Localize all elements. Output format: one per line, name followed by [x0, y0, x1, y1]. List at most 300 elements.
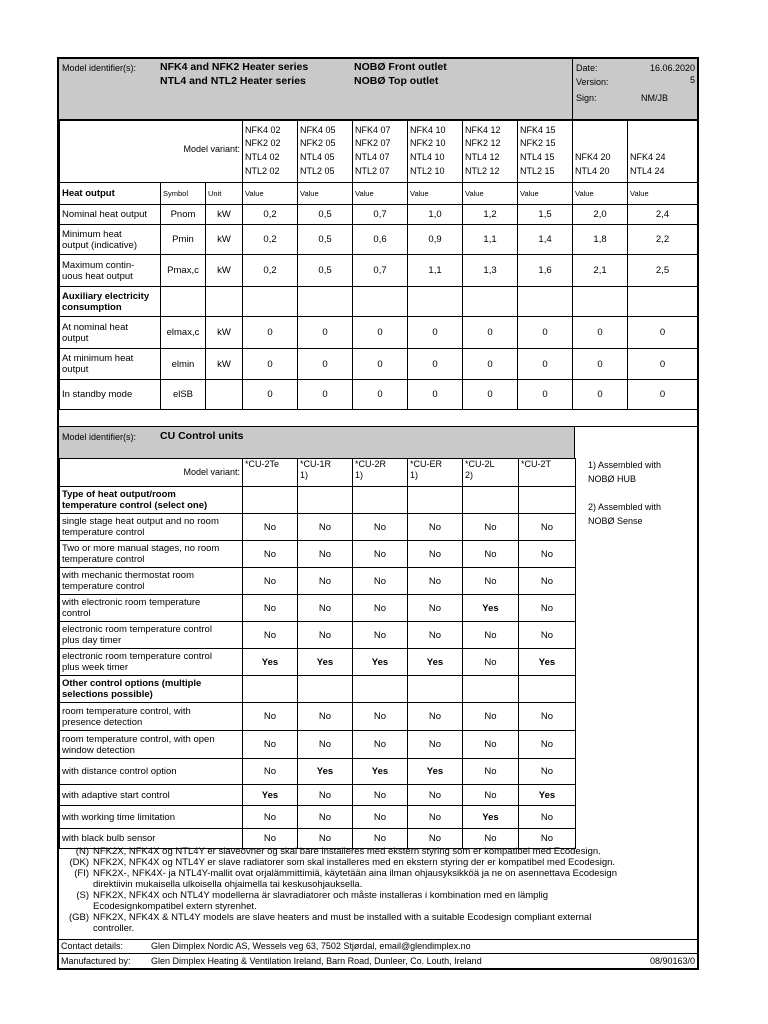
value-cell: 0 — [408, 317, 463, 349]
value-cell: 0,9 — [408, 225, 463, 255]
value-cell: 0 — [243, 317, 298, 349]
row-label-line: output (indicative) — [62, 239, 137, 251]
value-cell: No — [353, 622, 408, 649]
contact-value: Glen Dimplex Nordic AS, Wessels veg 63, 7502 Stjørdal, email@glendimplex.no — [151, 941, 471, 951]
variant-col — [463, 121, 518, 183]
value-cell: 0,5 — [298, 225, 353, 255]
symbol-cell: Pnom — [161, 205, 206, 225]
value-cell: 0 — [463, 349, 518, 380]
value-cell: 0 — [463, 317, 518, 349]
datasheet — [57, 57, 699, 970]
value-cell: No — [463, 568, 519, 595]
value-cell: No — [519, 703, 576, 731]
value-cell: No — [243, 541, 298, 568]
row-label-line: with working time limitation — [62, 811, 175, 823]
value-cell: No — [298, 514, 353, 541]
variant-line: NTL2 12 — [465, 166, 500, 176]
note-line: controller. — [93, 923, 135, 934]
variant-line: NTL2 15 — [520, 166, 555, 176]
value-cell: Yes — [463, 595, 519, 622]
value-cell: No — [353, 568, 408, 595]
unit-cell: kW — [206, 255, 243, 287]
table-row — [60, 514, 576, 541]
note-line: NFK2X-, NFK4X- ja NTL4Y-mallit ovat orjalämmittimiä, käytetään aina ilman ohjausyksikköä ja ne on asennettava Ecodesign — [93, 868, 617, 879]
row-label-line: At nominal heat — [62, 321, 129, 333]
value-cell: No — [463, 759, 519, 785]
row-label — [60, 225, 161, 255]
control-variant-line: *CU-1R — [300, 459, 332, 469]
control-model-identifier-label: Model identifier(s): — [62, 432, 137, 442]
value-cell: 0,6 — [353, 225, 408, 255]
row-label — [60, 255, 161, 287]
value-cell: 1,4 — [518, 225, 573, 255]
value-cell: 0,5 — [298, 205, 353, 225]
model-identifier-label: Model identifier(s): — [62, 63, 137, 73]
value-cell: No — [298, 595, 353, 622]
value-cell: 0 — [353, 317, 408, 349]
value-cell: 0 — [628, 380, 698, 410]
value-cell: No — [243, 622, 298, 649]
table-row — [60, 806, 576, 829]
note-item — [61, 857, 697, 868]
symbol-cell: elSB — [161, 380, 206, 410]
row-label-line: In standby mode — [62, 389, 133, 400]
value-cell: 0 — [463, 380, 518, 410]
aux-label-line: Auxiliary electricity — [62, 290, 150, 302]
row-label-line: electronic room temperature control — [62, 624, 212, 635]
value-cell: Yes — [463, 806, 519, 829]
value-cell: No — [463, 785, 519, 806]
variant-line: NTL2 07 — [355, 166, 390, 176]
table-row — [60, 225, 698, 255]
value-cell: No — [519, 568, 576, 595]
value-cell: 0 — [298, 349, 353, 380]
value-cell: 1,5 — [518, 205, 573, 225]
table-row — [60, 785, 576, 806]
value-cell: No — [298, 785, 353, 806]
value-cell: No — [408, 703, 463, 731]
row-label — [60, 759, 243, 785]
other-header — [60, 676, 243, 703]
control-variant-line: *CU-2T — [521, 459, 552, 469]
row-label-line: plus day timer — [62, 635, 122, 646]
value-cell: No — [408, 514, 463, 541]
value-cell: No — [243, 514, 298, 541]
row-label-line: Nominal heat output — [62, 209, 148, 220]
table-row — [60, 287, 698, 317]
row-label-line: Minimum heat — [62, 228, 122, 240]
variant-line: NTL4 12 — [465, 152, 500, 162]
value-cell: No — [519, 806, 576, 829]
value-cell: Yes — [243, 649, 298, 676]
value-cell: Yes — [408, 649, 463, 676]
note-line: NFK2X, NFK4X og NTL4Y er slaveovner og skal bare installeres med ekstern styring som er kompatibel med Ecodesign. — [93, 846, 601, 857]
symbol-cell: elmax,c — [161, 317, 206, 349]
manufactured-value: Glen Dimplex Heating & Ventilation Ireland, Barn Road, Dunleer, Co. Louth, Ireland — [151, 956, 482, 966]
value-cell: No — [463, 514, 519, 541]
variant-line: NTL4 20 — [575, 166, 610, 176]
value-cell: 1,6 — [518, 255, 573, 287]
value-cell: No — [298, 703, 353, 731]
row-label-line: control — [62, 608, 91, 619]
unit-cell: kW — [206, 205, 243, 225]
control-variant — [353, 459, 408, 487]
value-cell: 1,2 — [463, 205, 518, 225]
version-label: Version: — [576, 77, 609, 87]
table-row — [60, 649, 576, 676]
value-cell: Yes — [243, 785, 298, 806]
variant-col — [243, 121, 298, 183]
row-label-line: Maximum contin- — [62, 259, 135, 271]
note-line: NFK2X, NFK4X och NTL4Y modellerna är slavradiatorer och måste installeras i kombination med en lämplig — [93, 890, 548, 901]
control-variant-line: 1) — [355, 470, 364, 480]
symbol-cell: Pmax,c — [161, 255, 206, 287]
control-variant — [463, 459, 519, 487]
variant-col — [353, 121, 408, 183]
variant-col — [628, 121, 698, 183]
note-line: Ecodesignkompatibel extern styrenhet. — [93, 901, 257, 912]
value-cell: Yes — [298, 649, 353, 676]
symbol-cell: Pmin — [161, 225, 206, 255]
row-label — [60, 622, 243, 649]
row-label-line: window detection — [62, 744, 135, 756]
note-code: (S) — [76, 890, 89, 901]
variant-line: NFK4 12 — [465, 125, 501, 135]
value-cell: 2,5 — [628, 255, 698, 287]
sign-value: NM/JB — [641, 93, 668, 103]
value-cell: 0 — [518, 380, 573, 410]
variant-line: NTL4 02 — [245, 152, 280, 162]
value-cell: Yes — [298, 759, 353, 785]
value-cell: No — [519, 541, 576, 568]
model-variant-label: Model variant: — [183, 144, 241, 154]
value-cell: 0 — [408, 349, 463, 380]
footnote-1-line: NOBØ HUB — [588, 474, 637, 484]
value-cell: No — [298, 829, 353, 849]
variant-line: NTL4 10 — [410, 152, 445, 162]
language-notes — [61, 846, 697, 934]
variant-line: NFK4 20 — [575, 152, 611, 162]
note-code: (GB) — [68, 912, 89, 923]
sign-label: Sign: — [576, 93, 597, 103]
row-label-line: At minimum heat — [62, 353, 134, 364]
row-label-line: with distance control option — [62, 766, 177, 777]
control-variant-line: *CU-2L — [465, 459, 495, 469]
value-cell: 1,8 — [573, 225, 628, 255]
footnote-1-line: 1) Assembled with — [588, 460, 662, 470]
note-text — [93, 846, 601, 857]
row-label-line: temperature control — [62, 581, 145, 592]
other-header-line: selections possible) — [62, 689, 153, 700]
note-item — [61, 846, 697, 857]
value-cell: No — [408, 829, 463, 849]
row-label — [60, 380, 161, 410]
value-cell: No — [408, 541, 463, 568]
variant-line: NFK2 15 — [520, 138, 556, 148]
variant-line: NFK2 07 — [355, 138, 391, 148]
symbol-cell: elmin — [161, 349, 206, 380]
unit-cell — [206, 380, 243, 410]
row-label — [60, 205, 161, 225]
variant-col — [298, 121, 353, 183]
symbol-header: Symbol — [161, 183, 206, 205]
type-header-line: Type of heat output/room — [62, 489, 176, 500]
table-row — [60, 703, 576, 731]
unit-cell: kW — [206, 225, 243, 255]
value-cell: No — [353, 703, 408, 731]
value-cell: No — [243, 759, 298, 785]
control-model-variant-cell — [60, 459, 243, 487]
variant-line: NFK4 24 — [630, 152, 666, 162]
model-variant-cell — [60, 121, 243, 183]
row-label-line: electronic room temperature control — [62, 651, 212, 662]
row-label-line: presence detection — [62, 716, 143, 728]
value-cell: 1,0 — [408, 205, 463, 225]
value-cell: Yes — [408, 759, 463, 785]
row-label-line: single stage heat output and no room — [62, 516, 219, 527]
value-cell: 0 — [353, 380, 408, 410]
variant-col — [573, 121, 628, 183]
value-cell: 0,5 — [298, 255, 353, 287]
footnote-2-line: 2) Assembled with — [588, 502, 662, 512]
control-variant — [298, 459, 353, 487]
value-cell: 0,7 — [353, 255, 408, 287]
outlet-line-2: NOBØ Top outlet — [354, 75, 439, 87]
value-cell: 0,2 — [243, 255, 298, 287]
table-row — [60, 759, 576, 785]
value-header: Value — [463, 183, 518, 205]
value-cell: 0 — [243, 349, 298, 380]
value-cell: No — [519, 514, 576, 541]
row-label — [60, 349, 161, 380]
unit-header: Unit — [206, 183, 243, 205]
value-cell: Yes — [519, 785, 576, 806]
variant-line: NFK2 02 — [245, 138, 281, 148]
variant-line: NTL2 10 — [410, 166, 445, 176]
table-row — [60, 255, 698, 287]
row-label-line: with electronic room temperature — [62, 597, 201, 608]
control-variant-line: 2) — [465, 470, 474, 480]
note-text — [93, 890, 548, 912]
control-variant — [243, 459, 298, 487]
variant-line: NFK2 05 — [300, 138, 336, 148]
row-label — [60, 595, 243, 622]
value-cell: Yes — [353, 759, 408, 785]
note-line: direktiivin mukaisella ulkoisella ohjaimella tai keskusohjauksella. — [93, 879, 363, 890]
row-label — [60, 649, 243, 676]
control-variant-line: 1) — [410, 470, 419, 480]
unit-cell: kW — [206, 317, 243, 349]
row-label-line: with mechanic thermostat room — [62, 570, 194, 581]
aux-label-line: consumption — [62, 301, 122, 313]
value-cell: No — [408, 568, 463, 595]
value-cell: No — [353, 595, 408, 622]
value-cell: 2,0 — [573, 205, 628, 225]
control-table — [59, 458, 576, 849]
variant-line: NTL4 24 — [630, 166, 665, 176]
row-label-line: output — [62, 332, 89, 344]
type-header-line: temperature control (select one) — [62, 500, 208, 511]
variant-line: NTL4 07 — [355, 152, 390, 162]
note-code: (FI) — [74, 868, 89, 879]
value-cell: 0 — [573, 349, 628, 380]
value-cell: No — [298, 731, 353, 759]
outlet-line-1: NOBØ Front outlet — [354, 61, 447, 73]
heater-table — [59, 120, 698, 410]
note-item — [61, 868, 697, 890]
value-cell: 0 — [573, 317, 628, 349]
value-cell: No — [463, 731, 519, 759]
value-cell: No — [519, 731, 576, 759]
variant-line: NTL2 02 — [245, 166, 280, 176]
note-line: NFK2X, NFK4X og NTL4Y er slave radiatorer som skal installeres med en ekstern styring der er kompatibel med Ecodesign. — [93, 857, 616, 868]
row-label-line: temperature control — [62, 527, 145, 538]
value-cell: No — [243, 829, 298, 849]
value-cell: 0 — [573, 380, 628, 410]
value-cell: No — [463, 622, 519, 649]
value-cell: 2,2 — [628, 225, 698, 255]
variant-line: NTL2 05 — [300, 166, 335, 176]
table-row — [60, 568, 576, 595]
value-cell: No — [353, 541, 408, 568]
variant-line: NFK4 10 — [410, 125, 446, 135]
value-cell: 0 — [628, 317, 698, 349]
row-label — [60, 514, 243, 541]
row-label-line: Two or more manual stages, no room — [62, 543, 220, 554]
row-label-line: uous heat output — [62, 270, 133, 282]
value-cell: No — [519, 622, 576, 649]
control-header-block — [59, 427, 575, 458]
control-variant — [519, 459, 576, 487]
value-cell: No — [298, 568, 353, 595]
variant-line: NTL4 05 — [300, 152, 335, 162]
row-label — [60, 541, 243, 568]
value-cell: 0,7 — [353, 205, 408, 225]
variant-line: NFK2 12 — [465, 138, 501, 148]
date-label: Date: — [576, 63, 598, 73]
value-cell: Yes — [519, 649, 576, 676]
value-header: Value — [518, 183, 573, 205]
value-cell: No — [463, 703, 519, 731]
control-model-variant-label: Model variant: — [183, 467, 240, 477]
value-cell: 0 — [243, 380, 298, 410]
value-cell: No — [353, 806, 408, 829]
note-item — [61, 912, 697, 934]
type-header — [60, 487, 243, 514]
control-variant-line: *CU-2R — [355, 459, 387, 469]
value-cell: No — [243, 731, 298, 759]
row-label-line: temperature control — [62, 554, 145, 565]
value-cell: 0 — [408, 380, 463, 410]
variant-line: NTL4 15 — [520, 152, 555, 162]
value-cell: 0 — [518, 349, 573, 380]
value-cell: 0,2 — [243, 205, 298, 225]
value-cell: No — [243, 806, 298, 829]
table-row — [60, 380, 698, 410]
table-row — [60, 595, 576, 622]
value-header: Value — [243, 183, 298, 205]
value-cell: 1,1 — [408, 255, 463, 287]
control-variant — [408, 459, 463, 487]
note-text — [93, 912, 591, 934]
variant-line: NFK4 05 — [300, 125, 336, 135]
note-line: NFK2X, NFK4X & NTL4Y models are slave heaters and must be installed with a suitable Ecodesign compliant external — [93, 912, 592, 923]
value-cell: No — [243, 568, 298, 595]
value-header: Value — [573, 183, 628, 205]
row-label-line: plus week timer — [62, 662, 128, 673]
value-header: Value — [353, 183, 408, 205]
value-cell: 0 — [628, 349, 698, 380]
variant-line: NFK4 07 — [355, 125, 391, 135]
value-cell: No — [408, 622, 463, 649]
value-cell: No — [463, 829, 519, 849]
value-header: Value — [408, 183, 463, 205]
table-row — [60, 349, 698, 380]
note-item — [61, 890, 697, 912]
variant-line: NFK4 15 — [520, 125, 556, 135]
value-cell: No — [519, 595, 576, 622]
value-cell: No — [408, 595, 463, 622]
value-cell: No — [408, 731, 463, 759]
variant-line: NFK4 02 — [245, 125, 281, 135]
value-cell: 0,2 — [243, 225, 298, 255]
control-title: CU Control units — [160, 430, 244, 442]
row-label — [60, 317, 161, 349]
note-code: (DK) — [69, 857, 89, 868]
aux-label — [60, 287, 161, 317]
variant-line: NFK2 10 — [410, 138, 446, 148]
footnote-2-line: NOBØ Sense — [588, 516, 643, 526]
value-cell: No — [243, 703, 298, 731]
date-value: 16.06.2020 — [649, 63, 695, 73]
value-cell: 0 — [298, 317, 353, 349]
control-variant-line: 1) — [300, 470, 309, 480]
value-cell: No — [519, 829, 576, 849]
value-cell: No — [463, 541, 519, 568]
value-cell: No — [243, 595, 298, 622]
table-row — [60, 622, 576, 649]
contact-label: Contact details: — [61, 941, 124, 951]
value-cell: 0 — [353, 349, 408, 380]
variant-col — [518, 121, 573, 183]
version-value: 5 — [689, 75, 695, 85]
row-label — [60, 806, 243, 829]
control-variant-line: *CU-ER — [410, 459, 443, 469]
value-cell: No — [298, 541, 353, 568]
table-row — [60, 205, 698, 225]
value-cell: No — [519, 759, 576, 785]
value-cell: 2,4 — [628, 205, 698, 225]
row-label-line: room temperature control, with open — [62, 733, 215, 745]
heat-output-label: Heat output — [60, 183, 161, 205]
value-cell: No — [408, 806, 463, 829]
row-label-line: with adaptive start control — [62, 789, 170, 801]
table-row — [60, 541, 576, 568]
series-line-2: NTL4 and NTL2 Heater series — [160, 75, 306, 87]
value-cell: No — [353, 829, 408, 849]
value-cell: Yes — [353, 649, 408, 676]
row-label — [60, 703, 243, 731]
table-row — [60, 317, 698, 349]
row-label — [60, 785, 243, 806]
value-cell: No — [408, 785, 463, 806]
variant-col — [408, 121, 463, 183]
row-label-line: room temperature control, with — [62, 705, 191, 717]
note-text — [93, 857, 615, 868]
row-label — [60, 568, 243, 595]
value-cell: 1,1 — [463, 225, 518, 255]
note-text — [93, 868, 617, 890]
